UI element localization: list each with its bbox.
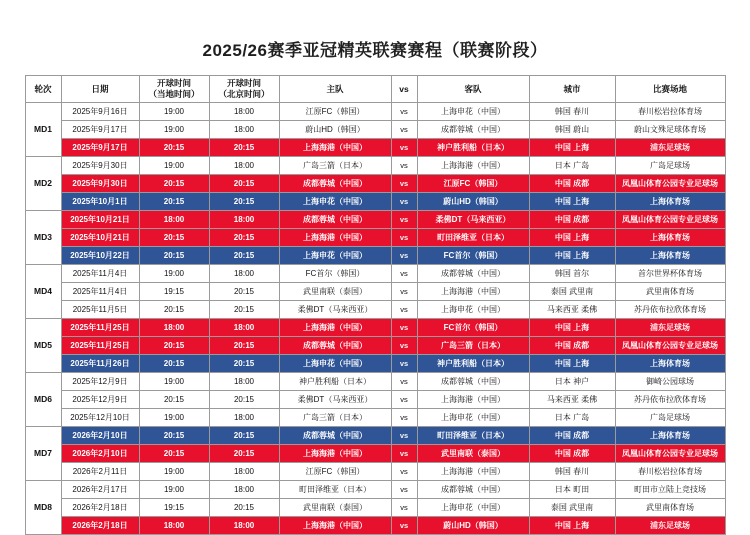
cell-time-beijing: 18:00 <box>209 409 279 427</box>
cell-time-beijing: 20:15 <box>209 283 279 301</box>
round-label: MD5 <box>25 319 61 373</box>
cell-away-team: 町田泽维亚（日本） <box>417 229 529 247</box>
table-row <box>25 175 725 193</box>
cell-time-local: 18:00 <box>139 517 209 535</box>
cell-time-local: 19:00 <box>139 157 209 175</box>
cell-vs: vs <box>391 139 417 157</box>
round-label: MD3 <box>25 211 61 265</box>
cell-time-local: 19:15 <box>139 283 209 301</box>
cell-time-local: 19:00 <box>139 463 209 481</box>
cell-vs: vs <box>391 409 417 427</box>
cell-city: 中国 上海 <box>529 229 615 247</box>
cell-date: 2025年10月1日 <box>61 193 139 211</box>
cell-city: 日本 神户 <box>529 373 615 391</box>
cell-city: 中国 成都 <box>529 211 615 229</box>
cell-date: 2026年2月10日 <box>61 427 139 445</box>
cell-home-team: 上海申花（中国） <box>279 247 391 265</box>
cell-away-team: 上海海港（中国） <box>417 283 529 301</box>
cell-vs: vs <box>391 247 417 265</box>
cell-vs: vs <box>391 373 417 391</box>
cell-venue: 广岛足球场 <box>615 157 725 175</box>
cell-date: 2026年2月10日 <box>61 445 139 463</box>
cell-city: 中国 成都 <box>529 337 615 355</box>
cell-city: 马来西亚 柔佛 <box>529 301 615 319</box>
col-header-city: 城市 <box>529 76 615 103</box>
cell-time-beijing: 20:15 <box>209 175 279 193</box>
cell-home-team: 成都蓉城（中国） <box>279 337 391 355</box>
cell-venue: 首尔世界杯体育场 <box>615 265 725 283</box>
cell-time-beijing: 20:15 <box>209 337 279 355</box>
cell-venue: 凤凰山体育公园专业足球场 <box>615 445 725 463</box>
cell-time-beijing: 18:00 <box>209 481 279 499</box>
table-row <box>25 121 725 139</box>
cell-date: 2025年11月4日 <box>61 283 139 301</box>
cell-time-beijing: 20:15 <box>209 445 279 463</box>
table-header <box>25 76 725 103</box>
cell-time-local: 19:00 <box>139 373 209 391</box>
cell-time-local: 20:15 <box>139 355 209 373</box>
cell-time-local: 20:15 <box>139 337 209 355</box>
table-row <box>25 211 725 229</box>
cell-time-beijing: 20:15 <box>209 355 279 373</box>
cell-date: 2026年2月17日 <box>61 481 139 499</box>
cell-time-beijing: 20:15 <box>209 193 279 211</box>
cell-time-local: 20:15 <box>139 301 209 319</box>
cell-venue: 苏丹依布拉欣体育场 <box>615 301 725 319</box>
table-row <box>25 427 725 445</box>
cell-time-local: 20:15 <box>139 247 209 265</box>
col-header-home: 主队 <box>279 76 391 103</box>
cell-home-team: 神户胜利船（日本） <box>279 373 391 391</box>
round-label: MD6 <box>25 373 61 427</box>
cell-home-team: 上海申花（中国） <box>279 355 391 373</box>
cell-home-team: 上海申花（中国） <box>279 193 391 211</box>
cell-away-team: 武里南联（泰国） <box>417 445 529 463</box>
cell-vs: vs <box>391 463 417 481</box>
cell-city: 韩国 春川 <box>529 103 615 121</box>
cell-away-team: 町田泽维亚（日本） <box>417 427 529 445</box>
cell-home-team: 江原FC（韩国） <box>279 103 391 121</box>
cell-home-team: 成都蓉城（中国） <box>279 427 391 445</box>
cell-time-beijing: 20:15 <box>209 499 279 517</box>
cell-date: 2025年9月17日 <box>61 139 139 157</box>
cell-date: 2025年9月30日 <box>61 157 139 175</box>
cell-vs: vs <box>391 157 417 175</box>
cell-vs: vs <box>391 175 417 193</box>
cell-date: 2026年2月18日 <box>61 499 139 517</box>
table-row <box>25 265 725 283</box>
table-row <box>25 247 725 265</box>
cell-date: 2026年2月11日 <box>61 463 139 481</box>
cell-city: 中国 上海 <box>529 319 615 337</box>
cell-away-team: 成都蓉城（中国） <box>417 481 529 499</box>
cell-home-team: 上海海港（中国） <box>279 319 391 337</box>
cell-home-team: 广岛三箭（日本） <box>279 157 391 175</box>
cell-time-beijing: 20:15 <box>209 247 279 265</box>
cell-home-team: 蔚山HD（韩国） <box>279 121 391 139</box>
cell-vs: vs <box>391 301 417 319</box>
cell-time-local: 20:15 <box>139 427 209 445</box>
cell-date: 2025年9月30日 <box>61 175 139 193</box>
cell-home-team: 上海海港（中国） <box>279 229 391 247</box>
cell-vs: vs <box>391 355 417 373</box>
cell-time-local: 20:15 <box>139 175 209 193</box>
cell-home-team: 武里南联（泰国） <box>279 283 391 301</box>
cell-vs: vs <box>391 229 417 247</box>
cell-city: 马来西亚 柔佛 <box>529 391 615 409</box>
cell-time-beijing: 20:15 <box>209 301 279 319</box>
cell-city: 韩国 蔚山 <box>529 121 615 139</box>
cell-vs: vs <box>391 427 417 445</box>
cell-vs: vs <box>391 391 417 409</box>
cell-away-team: FC首尔（韩国） <box>417 319 529 337</box>
cell-time-local: 20:15 <box>139 139 209 157</box>
table-row <box>25 283 725 301</box>
cell-time-local: 20:15 <box>139 229 209 247</box>
cell-city: 日本 町田 <box>529 481 615 499</box>
cell-venue: 御崎公园球场 <box>615 373 725 391</box>
cell-vs: vs <box>391 517 417 535</box>
table-row <box>25 157 725 175</box>
cell-away-team: 成都蓉城（中国） <box>417 265 529 283</box>
cell-date: 2025年10月21日 <box>61 211 139 229</box>
round-label: MD7 <box>25 427 61 481</box>
table-row <box>25 481 725 499</box>
table-row <box>25 229 725 247</box>
cell-city: 韩国 首尔 <box>529 265 615 283</box>
cell-city: 中国 成都 <box>529 427 615 445</box>
table-row <box>25 373 725 391</box>
cell-date: 2025年11月25日 <box>61 319 139 337</box>
cell-away-team: 上海海港（中国） <box>417 391 529 409</box>
cell-time-local: 19:00 <box>139 265 209 283</box>
cell-vs: vs <box>391 445 417 463</box>
round-label: MD8 <box>25 481 61 535</box>
cell-city: 日本 广岛 <box>529 409 615 427</box>
cell-date: 2025年12月9日 <box>61 391 139 409</box>
cell-time-local: 19:00 <box>139 103 209 121</box>
cell-away-team: 江原FC（韩国） <box>417 175 529 193</box>
cell-time-beijing: 18:00 <box>209 463 279 481</box>
cell-time-beijing: 18:00 <box>209 157 279 175</box>
cell-home-team: 上海海港（中国） <box>279 139 391 157</box>
cell-venue: 凤凰山体育公园专业足球场 <box>615 337 725 355</box>
cell-home-team: 上海海港（中国） <box>279 445 391 463</box>
cell-venue: 武里南体育场 <box>615 283 725 301</box>
cell-city: 泰国 武里南 <box>529 499 615 517</box>
cell-venue: 上海体育场 <box>615 229 725 247</box>
cell-time-local: 19:00 <box>139 481 209 499</box>
cell-city: 日本 广岛 <box>529 157 615 175</box>
cell-venue: 浦东足球场 <box>615 139 725 157</box>
col-header-away: 客队 <box>417 76 529 103</box>
cell-home-team: 町田泽维亚（日本） <box>279 481 391 499</box>
table-row <box>25 301 725 319</box>
cell-venue: 上海体育场 <box>615 247 725 265</box>
cell-time-local: 19:15 <box>139 499 209 517</box>
cell-city: 泰国 武里南 <box>529 283 615 301</box>
cell-home-team: 武里南联（泰国） <box>279 499 391 517</box>
cell-city: 韩国 春川 <box>529 463 615 481</box>
schedule-table <box>25 75 726 535</box>
cell-city: 中国 上海 <box>529 355 615 373</box>
cell-away-team: 柔佛DT（马来西亚） <box>417 211 529 229</box>
cell-city: 中国 上海 <box>529 517 615 535</box>
cell-venue: 浦东足球场 <box>615 517 725 535</box>
table-body <box>25 103 725 535</box>
cell-time-beijing: 18:00 <box>209 373 279 391</box>
cell-vs: vs <box>391 481 417 499</box>
header-row <box>25 76 725 103</box>
cell-venue: 广岛足球场 <box>615 409 725 427</box>
cell-venue: 武里南体育场 <box>615 499 725 517</box>
cell-venue: 春川松岩拉体育场 <box>615 463 725 481</box>
cell-city: 中国 成都 <box>529 445 615 463</box>
cell-venue: 上海体育场 <box>615 427 725 445</box>
cell-away-team: 上海申花（中国） <box>417 409 529 427</box>
cell-away-team: 成都蓉城（中国） <box>417 373 529 391</box>
cell-date: 2026年2月18日 <box>61 517 139 535</box>
cell-time-beijing: 18:00 <box>209 265 279 283</box>
cell-time-beijing: 18:00 <box>209 319 279 337</box>
cell-away-team: 成都蓉城（中国） <box>417 121 529 139</box>
round-label: MD4 <box>25 265 61 319</box>
cell-date: 2025年11月25日 <box>61 337 139 355</box>
cell-time-beijing: 18:00 <box>209 517 279 535</box>
cell-city: 中国 成都 <box>529 175 615 193</box>
cell-date: 2025年12月9日 <box>61 373 139 391</box>
col-header-time-local: 开球时间 （当地时间） <box>139 76 209 103</box>
cell-date: 2025年12月10日 <box>61 409 139 427</box>
cell-vs: vs <box>391 265 417 283</box>
cell-away-team: FC首尔（韩国） <box>417 247 529 265</box>
col-header-time-beijing: 开球时间 （北京时间） <box>209 76 279 103</box>
cell-time-local: 18:00 <box>139 319 209 337</box>
cell-time-local: 20:15 <box>139 391 209 409</box>
cell-date: 2025年11月4日 <box>61 265 139 283</box>
cell-time-beijing: 20:15 <box>209 427 279 445</box>
table-row <box>25 391 725 409</box>
cell-away-team: 上海海港（中国） <box>417 463 529 481</box>
table-row <box>25 139 725 157</box>
cell-vs: vs <box>391 337 417 355</box>
cell-home-team: 广岛三箭（日本） <box>279 409 391 427</box>
cell-time-beijing: 20:15 <box>209 139 279 157</box>
table-row <box>25 193 725 211</box>
cell-away-team: 蔚山HD（韩国） <box>417 517 529 535</box>
table-row <box>25 355 725 373</box>
round-label: MD2 <box>25 157 61 211</box>
cell-time-beijing: 18:00 <box>209 211 279 229</box>
table-row <box>25 517 725 535</box>
cell-vs: vs <box>391 193 417 211</box>
col-header-vs: vs <box>391 76 417 103</box>
cell-away-team: 蔚山HD（韩国） <box>417 193 529 211</box>
cell-vs: vs <box>391 283 417 301</box>
page-title: 2025/26赛季亚冠精英联赛赛程（联赛阶段） <box>202 41 548 60</box>
cell-away-team: 上海海港（中国） <box>417 157 529 175</box>
cell-time-local: 18:00 <box>139 211 209 229</box>
cell-venue: 町田市立陆上竞技场 <box>615 481 725 499</box>
cell-time-beijing: 18:00 <box>209 103 279 121</box>
cell-venue: 浦东足球场 <box>615 319 725 337</box>
cell-home-team: FC首尔（韩国） <box>279 265 391 283</box>
cell-venue: 春川松岩拉体育场 <box>615 103 725 121</box>
table-row <box>25 103 725 121</box>
cell-city: 中国 上海 <box>529 247 615 265</box>
cell-away-team: 神户胜利船（日本） <box>417 355 529 373</box>
cell-vs: vs <box>391 121 417 139</box>
cell-time-local: 20:15 <box>139 193 209 211</box>
cell-home-team: 江原FC（韩国） <box>279 463 391 481</box>
table-row <box>25 337 725 355</box>
cell-time-beijing: 20:15 <box>209 229 279 247</box>
cell-time-beijing: 18:00 <box>209 121 279 139</box>
cell-city: 中国 上海 <box>529 193 615 211</box>
table-row <box>25 463 725 481</box>
cell-time-local: 20:15 <box>139 445 209 463</box>
cell-vs: vs <box>391 103 417 121</box>
cell-vs: vs <box>391 319 417 337</box>
table-row <box>25 445 725 463</box>
col-header-venue: 比赛场地 <box>615 76 725 103</box>
cell-date: 2025年9月17日 <box>61 121 139 139</box>
col-header-date: 日期 <box>61 76 139 103</box>
cell-away-team: 上海申花（中国） <box>417 499 529 517</box>
cell-date: 2025年11月26日 <box>61 355 139 373</box>
cell-venue: 蔚山文殊足球体育场 <box>615 121 725 139</box>
cell-date: 2025年9月16日 <box>61 103 139 121</box>
col-header-round: 轮次 <box>25 76 61 103</box>
cell-home-team: 上海海港（中国） <box>279 517 391 535</box>
cell-venue: 凤凰山体育公园专业足球场 <box>615 175 725 193</box>
cell-home-team: 成都蓉城（中国） <box>279 175 391 193</box>
cell-vs: vs <box>391 499 417 517</box>
cell-venue: 上海体育场 <box>615 355 725 373</box>
cell-time-local: 19:00 <box>139 121 209 139</box>
cell-away-team: 神户胜利船（日本） <box>417 139 529 157</box>
cell-date: 2025年10月22日 <box>61 247 139 265</box>
cell-home-team: 柔佛DT（马来西亚） <box>279 391 391 409</box>
cell-date: 2025年10月21日 <box>61 229 139 247</box>
cell-time-beijing: 20:15 <box>209 391 279 409</box>
cell-venue: 上海体育场 <box>615 193 725 211</box>
cell-time-local: 19:00 <box>139 409 209 427</box>
cell-away-team: 上海申花（中国） <box>417 301 529 319</box>
cell-date: 2025年11月5日 <box>61 301 139 319</box>
cell-venue: 凤凰山体育公园专业足球场 <box>615 211 725 229</box>
table-row <box>25 409 725 427</box>
table-row <box>25 499 725 517</box>
cell-city: 中国 上海 <box>529 139 615 157</box>
cell-away-team: 上海申花（中国） <box>417 103 529 121</box>
round-label: MD1 <box>25 103 61 157</box>
cell-venue: 苏丹依布拉欣体育场 <box>615 391 725 409</box>
cell-away-team: 广岛三箭（日本） <box>417 337 529 355</box>
cell-home-team: 柔佛DT（马来西亚） <box>279 301 391 319</box>
table-row <box>25 319 725 337</box>
cell-home-team: 成都蓉城（中国） <box>279 211 391 229</box>
cell-vs: vs <box>391 211 417 229</box>
